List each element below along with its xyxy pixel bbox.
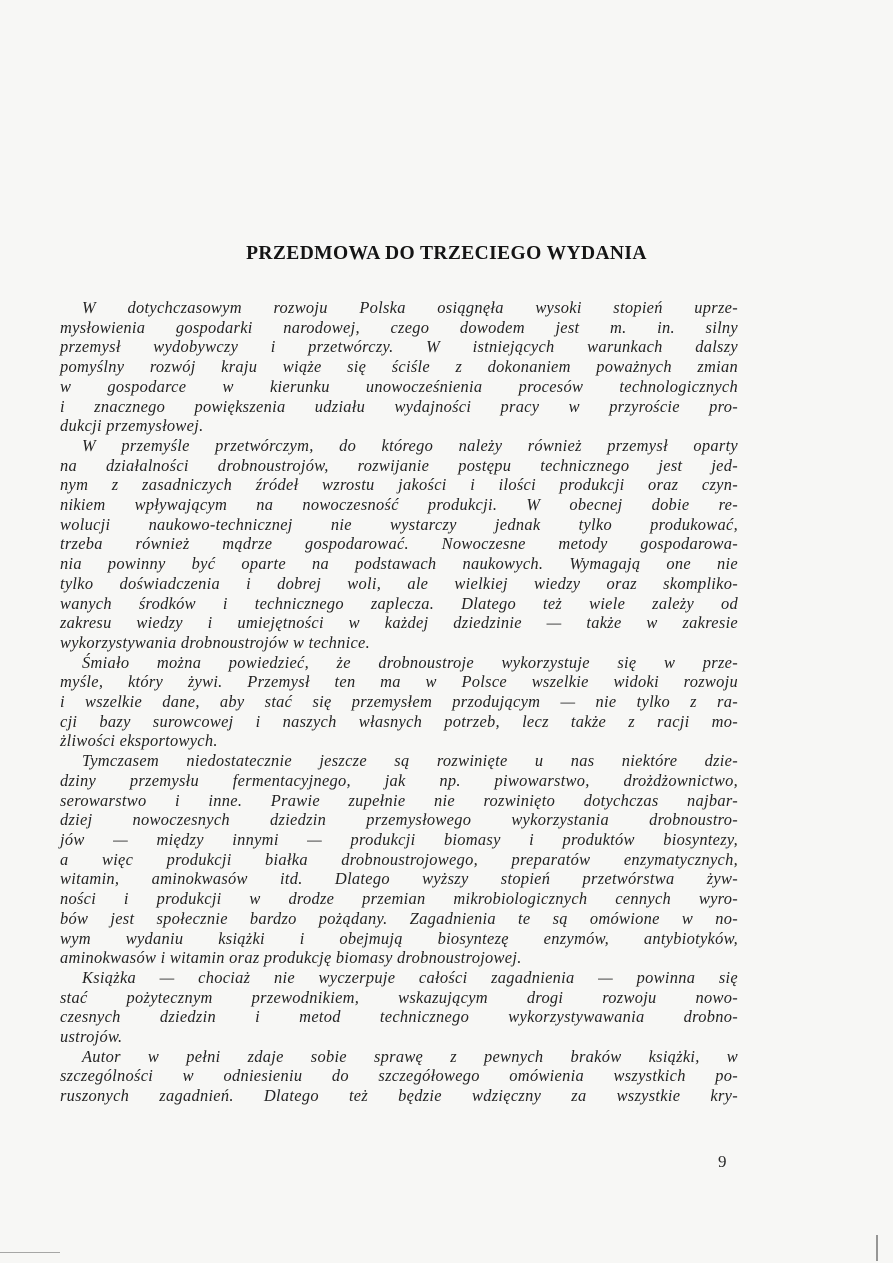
- text-line: stać pożytecznym przewodnikiem, wskazującym drogi rozwoju nowo-: [60, 987, 738, 1007]
- text-line: wolucji naukowo-technicznej nie wystarczy jednak tylko produkować,: [60, 514, 738, 534]
- paragraph: [60, 968, 738, 1047]
- text-line: myśle, który żywi. Przemysł ten ma w Polsce wszelkie widoki rozwoju: [60, 672, 738, 692]
- text-line: W przemyśle przetwórczym, do którego należy również przemysł oparty: [82, 435, 738, 455]
- scan-artifact: [0, 1252, 60, 1253]
- paragraph: [60, 1047, 738, 1106]
- text-line: przemysł wydobywczy i przetwórczy. W istniejących warunkach dalszy: [60, 337, 738, 357]
- text-line: bów jest społecznie bardzo pożądany. Zagadnienia te są omówione w no-: [60, 908, 738, 928]
- text-line: dukcji przemysłowej.: [60, 416, 204, 436]
- text-line: ustrojów.: [60, 1027, 123, 1047]
- text-line: wym wydaniu książki i obejmują biosyntezę enzymów, antybiotyków,: [60, 928, 738, 948]
- text-line: nia powinny być oparte na podstawach naukowych. Wymagają one nie: [60, 554, 738, 574]
- text-line: Śmiało można powiedzieć, że drobnoustroje wykorzystuje się w prze-: [82, 652, 738, 672]
- paragraph: [60, 751, 738, 968]
- text-line: a więc produkcji białka drobnoustrojowego, preparatów enzymatycznych,: [60, 849, 738, 869]
- text-line: nikiem wpływającym na nowoczesność produkcji. W obecnej dobie re-: [60, 495, 738, 515]
- text-line: serowarstwo i inne. Prawie zupełnie nie rozwinięto dotychczas najbar-: [60, 790, 738, 810]
- paragraph: [60, 436, 738, 653]
- text-line: aminokwasów i witamin oraz produkcję biomasy drobnoustrojowej.: [60, 948, 522, 968]
- preface-body: [60, 298, 738, 1106]
- text-line: tylko doświadczenia i dobrej woli, ale wielkiej wiedzy oraz skompliko-: [60, 573, 738, 593]
- paragraph: [60, 298, 738, 436]
- text-line: dziny przemysłu fermentacyjnego, jak np. piwowarstwo, drożdżownictwo,: [60, 770, 738, 790]
- text-line: wanych środków i technicznego zaplecza. Dlatego też wiele zależy od: [60, 593, 738, 613]
- text-line: Autor w pełni zdaje sobie sprawę z pewnych braków książki, w: [82, 1046, 738, 1066]
- text-line: pomyślny rozwój kraju wiąże się ściśle z dokonaniem poważnych zmian: [60, 357, 738, 377]
- text-line: cji bazy surowcowej i naszych własnych potrzeb, lecz także z racji mo-: [60, 711, 738, 731]
- scan-artifact: [876, 1235, 878, 1261]
- text-line: Książka — chociaż nie wyczerpuje całości zagadnienia — powinna się: [82, 967, 738, 987]
- text-line: ności i produkcji w drodze przemian mikrobiologicznych cennych wyro-: [60, 889, 738, 909]
- text-line: jów — między innymi — produkcji biomasy i produktów biosyntezy,: [60, 829, 738, 849]
- text-line: w gospodarce w kierunku unowocześnienia procesów technologicznych: [60, 376, 738, 396]
- text-line: na działalności drobnoustrojów, rozwijanie postępu technicznego jest jed-: [60, 455, 738, 475]
- text-line: witamin, aminokwasów itd. Dlatego wyższy stopień przetwórstwa żyw-: [60, 869, 738, 889]
- text-line: W dotychczasowym rozwoju Polska osiągnęła wysoki stopień uprze-: [82, 298, 738, 317]
- text-line: szczególności w odniesieniu do szczegółowego omówienia wszystkich po-: [60, 1066, 738, 1086]
- text-line: i znacznego powiększenia udziału wydajności pracy w przyroście pro-: [60, 396, 738, 416]
- text-line: czesnych dziedzin i metod technicznego wykorzystywawania drobno-: [60, 1007, 738, 1027]
- text-line: i wszelkie dane, aby stać się przemysłem przodującym — nie tylko z ra-: [60, 692, 738, 712]
- text-line: Tymczasem niedostatecznie jeszcze są rozwinięte u nas niektóre dzie-: [82, 751, 738, 771]
- text-line: trzeba również mądrze gospodarować. Nowoczesne metody gospodarowa-: [60, 534, 738, 554]
- paragraph: [60, 653, 738, 752]
- text-line: żliwości eksportowych.: [60, 731, 218, 751]
- text-line: nym z zasadniczych źródeł wzrostu jakości i ilości produkcji oraz czyn-: [60, 475, 738, 495]
- text-line: mysłowienia gospodarki narodowej, czego dowodem jest m. in. silny: [60, 317, 738, 337]
- page-number: 9: [718, 1152, 727, 1171]
- text-line: ruszonych zagadnień. Dlatego też będzie wdzięczny za wszystkie kry-: [60, 1086, 738, 1106]
- text-line: zakresu wiedzy i umiejętności w każdej dziedzinie — także w zakresie: [60, 613, 738, 633]
- text-line: dziej nowoczesnych dziedzin przemysłowego wykorzystania drobnoustro-: [60, 810, 738, 830]
- page-title: PRZEDMOWA DO TRZECIEGO WYDANIA: [246, 243, 647, 264]
- text-line: wykorzystywania drobnoustrojów w technice.: [60, 632, 371, 652]
